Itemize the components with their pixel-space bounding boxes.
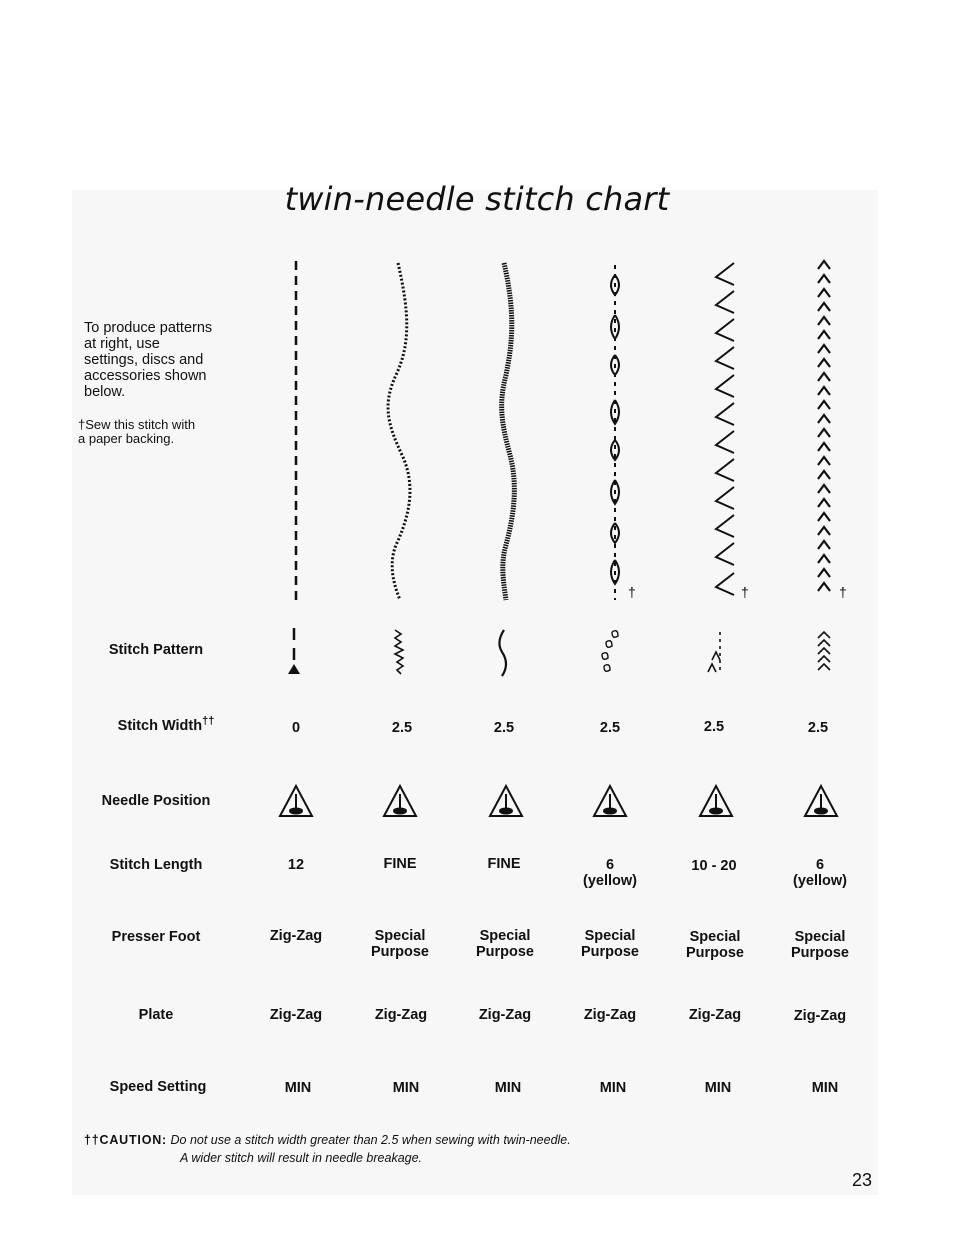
needle-center-icon-3 <box>490 786 522 816</box>
row-label-stitch-width <box>96 715 236 734</box>
cell-plate-5: Zig-Zag <box>688 1007 742 1023</box>
cell-speed-1: MIN <box>284 1080 312 1096</box>
cell-speed-4: MIN <box>599 1080 627 1096</box>
cell-plate-6: Zig-Zag <box>793 1008 847 1024</box>
stitch-samples <box>270 255 870 605</box>
paper-backing-note: †Sew this stitch with a paper backing. <box>78 417 196 446</box>
straight-pattern-icon <box>288 628 300 674</box>
leaf-pattern-icon <box>602 631 618 672</box>
cell-speed-2: MIN <box>392 1080 420 1096</box>
row-label-presser-foot: Presser Foot <box>111 929 201 945</box>
arrow-stitch-sample <box>716 263 734 595</box>
stitch-pattern-icons <box>270 626 870 682</box>
needle-center-icon-5 <box>700 786 732 816</box>
cell-width-6: 2.5 <box>807 720 829 736</box>
stitch-width-text: Stitch Width <box>117 717 203 734</box>
caution-note <box>84 1131 571 1167</box>
arrow-pattern-icon <box>708 632 720 674</box>
cell-width-1: 0 <box>291 720 301 736</box>
needle-center-icon-2 <box>384 786 416 816</box>
cell-plate-1: Zig-Zag <box>269 1007 323 1023</box>
cell-foot-3: Special Purpose <box>475 928 534 960</box>
caution-line-2: A wider stitch will result in needle breakage. <box>180 1151 423 1165</box>
caution-line-1: Do not use a stitch width greater than 2.5 when sewing with twin-needle. <box>170 1133 571 1147</box>
chevron-stitch-sample <box>818 261 830 591</box>
dagger-col5: † <box>741 584 749 600</box>
row-label-needle-position: Needle Position <box>101 793 211 809</box>
dagger-col6: † <box>839 584 847 600</box>
cell-length-2: FINE <box>383 856 417 872</box>
dagger-col4: † <box>628 584 636 600</box>
needle-position-icons <box>270 782 870 824</box>
caution-heading: ††CAUTION: <box>84 1133 168 1147</box>
wave-pattern-icon <box>395 630 403 674</box>
cell-length-5: 10 - 20 <box>691 858 737 874</box>
cell-width-2: 2.5 <box>391 720 413 736</box>
needle-center-icon-6 <box>805 786 837 816</box>
cell-speed-6: MIN <box>811 1080 839 1096</box>
page-number: 23 <box>852 1170 873 1190</box>
cell-width-5: 2.5 <box>703 719 725 735</box>
wave-stitch-sample <box>388 263 410 600</box>
satin-wave-stitch-sample <box>502 263 515 600</box>
row-label-stitch-pattern: Stitch Pattern <box>108 642 204 658</box>
cell-width-3: 2.5 <box>493 720 515 736</box>
cell-speed-3: MIN <box>494 1080 522 1096</box>
cell-speed-5: MIN <box>704 1080 732 1096</box>
cell-foot-4: Special Purpose <box>580 928 639 960</box>
cell-foot-6: Special Purpose <box>790 929 849 961</box>
needle-center-icon-4 <box>594 786 626 816</box>
cell-foot-1: Zig-Zag <box>269 928 323 944</box>
cell-plate-2: Zig-Zag <box>374 1007 428 1023</box>
cell-foot-2: Special Purpose <box>370 928 429 960</box>
needle-center-icon-1 <box>280 786 312 816</box>
cell-length-6: 6 (yellow) <box>793 857 847 889</box>
cell-width-4: 2.5 <box>599 720 621 736</box>
stitch-width-mark: †† <box>202 715 215 727</box>
cell-length-4: 6 (yellow) <box>583 857 637 889</box>
row-label-plate: Plate <box>138 1007 174 1023</box>
intro-text: To produce patterns at right, use settings, discs and accessories shown below. <box>84 320 213 400</box>
page-title: twin-needle stitch chart <box>284 180 670 218</box>
cell-plate-3: Zig-Zag <box>478 1007 532 1023</box>
row-label-speed-setting: Speed Setting <box>109 1079 207 1095</box>
chevron-pattern-icon <box>818 632 830 670</box>
cell-foot-5: Special Purpose <box>685 929 744 961</box>
cell-length-3: FINE <box>487 856 521 872</box>
row-label-stitch-length: Stitch Length <box>109 857 203 873</box>
cell-plate-4: Zig-Zag <box>583 1007 637 1023</box>
cell-length-1: 12 <box>287 857 305 873</box>
leaf-stitch-sample <box>611 265 619 600</box>
satin-wave-pattern-icon <box>499 630 506 676</box>
